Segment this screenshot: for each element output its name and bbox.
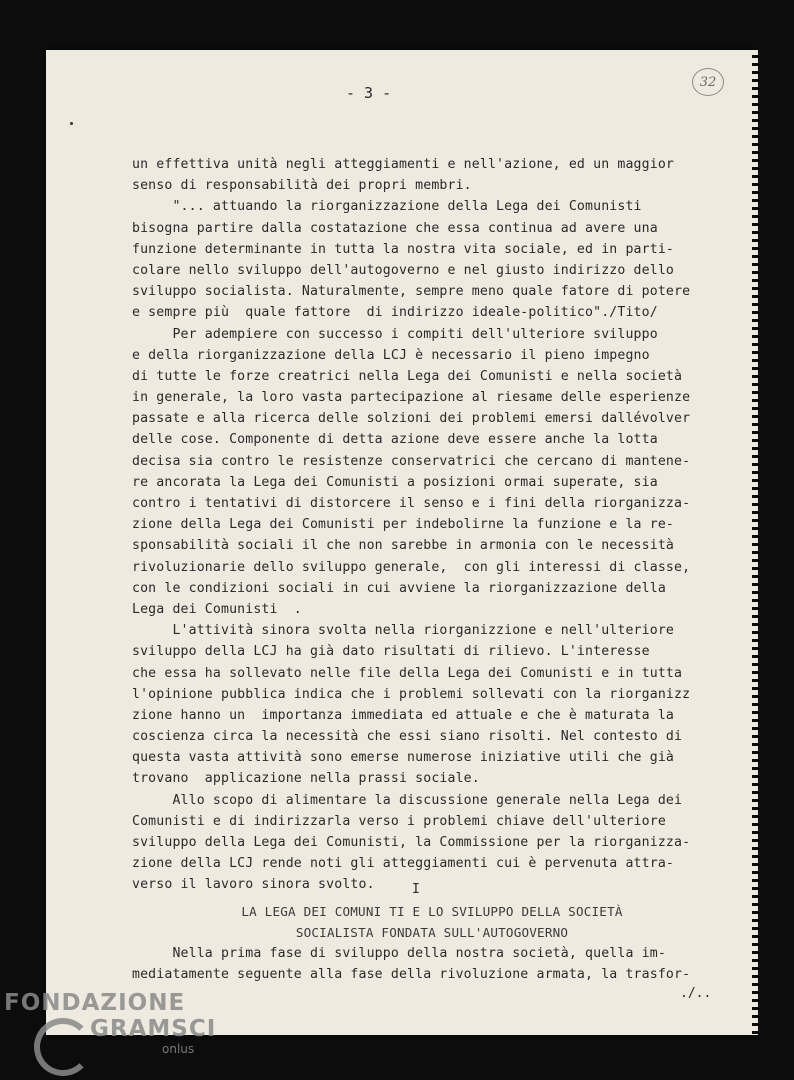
section-numeral: I — [412, 882, 420, 897]
watermark-line2: GRAMSCI — [90, 1016, 217, 1042]
text-line: passate e alla ricerca delle solzioni dei problemi emersi dallévolver — [132, 411, 691, 427]
text-line: contro i tentativi di distorcere il senso e i fini della riorganizza- — [132, 496, 691, 511]
text-line: Per adempiere con successo i compiti dell'ulteriore sviluppo — [132, 326, 658, 342]
text-line: mediatamente seguente alla fase della rivoluzione armata, la trasfor- — [132, 967, 691, 983]
text-line: un effettiva unità negli atteggiamenti e nell'azione, ed un maggior — [132, 157, 674, 172]
text-line: colare nello sviluppo dell'autogoverno e nel giusto indirizzo dello — [132, 262, 674, 278]
text-line: che essa ha sollevato nelle file della Lega dei Comunisti e in tutta — [132, 665, 683, 681]
text-line: verso il lavoro sinora svolto. — [132, 877, 375, 893]
text-line: decisa sia contro le resistenze conservatrici che cercano di mantene- — [132, 453, 691, 469]
section-heading-line1: LA LEGA DEI COMUNI TI E LO SVILUPPO DELLA SOCIETÀ — [241, 904, 623, 919]
text-line: zione della Lega dei Comunisti per indebolirne la funzione e la re- — [132, 517, 674, 533]
text-line: L'attività sinora svolta nella riorganizzione e nell'ulteriore — [132, 623, 674, 639]
text-line: e sempre più quale fattore di indirizzo ideale-politico"./Tito/ — [132, 305, 658, 321]
text-line: funzione determinante in tutta la nostra vita sociale, ed in parti- — [132, 241, 674, 257]
text-line: l'opinione pubblica indica che i problemi sollevati con la riorganizz — [132, 686, 691, 702]
text-line: trovano applicazione nella prassi sociale. — [132, 771, 480, 787]
closing-text — [132, 943, 732, 985]
text-line: delle cose. Componente di detta azione deve essere anche la lotta — [132, 432, 658, 448]
text-line: sviluppo socialista. Naturalmente, sempre meno quale fatore di potere — [132, 284, 691, 300]
text-line: coscienza circa la necessità che essi siano risolti. Nel contesto di — [132, 729, 683, 745]
watermark-g-icon — [34, 1018, 92, 1076]
text-line: zione della LCJ rende noti gli atteggiamenti cui è pervenuta attra- — [132, 856, 674, 872]
text-line: sviluppo della Lega dei Comunisti, la Commissione per la riorganizza- — [132, 835, 691, 850]
text-line: bisogna partire dalla costatazione che essa continua ad avere una — [132, 220, 658, 236]
text-line: questa vasta attività sono emerse numerose iniziative utili che già — [132, 750, 674, 766]
body-text — [132, 154, 732, 896]
continuation-mark: ./.. — [680, 986, 712, 1001]
text-line: "... attuando la riorganizzazione della Lega dei Comunisti — [132, 199, 642, 215]
text-line: sviluppo della LCJ ha già dato risultati di rilievo. L'interesse — [132, 644, 650, 660]
text-line: rivoluzionarie dello sviluppo generale, con gli interessi di classe, — [132, 559, 691, 575]
text-line: e della riorganizzazione della LCJ è necessario il pieno impegno — [132, 347, 650, 363]
text-line: con le condizioni sociali in cui avviene la riorganizzazione della — [132, 580, 666, 596]
archive-number-stamp: 32 — [692, 68, 724, 96]
watermark-line3: onlus — [162, 1042, 195, 1056]
text-line: di tutte le forze creatrici nella Lega dei Comunisti e nella società — [132, 368, 683, 384]
watermark-logo — [4, 990, 216, 1056]
text-line: Comunisti e di indirizzarla verso i problemi chiave dell'ulteriore — [132, 813, 666, 829]
text-line: Allo scopo di alimentare la discussione generale nella Lega dei — [132, 792, 683, 808]
text-line: senso di responsabilità dei propri membri. — [132, 178, 472, 194]
text-line: Lega dei Comunisti . — [132, 601, 302, 617]
document-page — [46, 50, 754, 1035]
text-line: sponsabilità sociali il che non sarebbe in armonia con le necessità — [132, 538, 674, 554]
text-line: in generale, la loro vasta partecipazione al riesame delle esperienze — [132, 390, 691, 406]
page-number: - 3 - — [346, 84, 392, 102]
text-line: re ancorata la Lega dei Comunisti a posizioni ormai superate, sia — [132, 474, 658, 490]
text-line: Nella prima fase di sviluppo della nostra società, quella im- — [132, 946, 666, 961]
watermark-line1: FONDAZIONE — [4, 990, 186, 1016]
text-line: zione hanno un importanza immediata ed attuale e che è maturata la — [132, 707, 674, 723]
ink-dot — [70, 122, 73, 125]
section-heading-line2: SOCIALISTA FONDATA SULL'AUTOGOVERNO — [295, 925, 569, 940]
